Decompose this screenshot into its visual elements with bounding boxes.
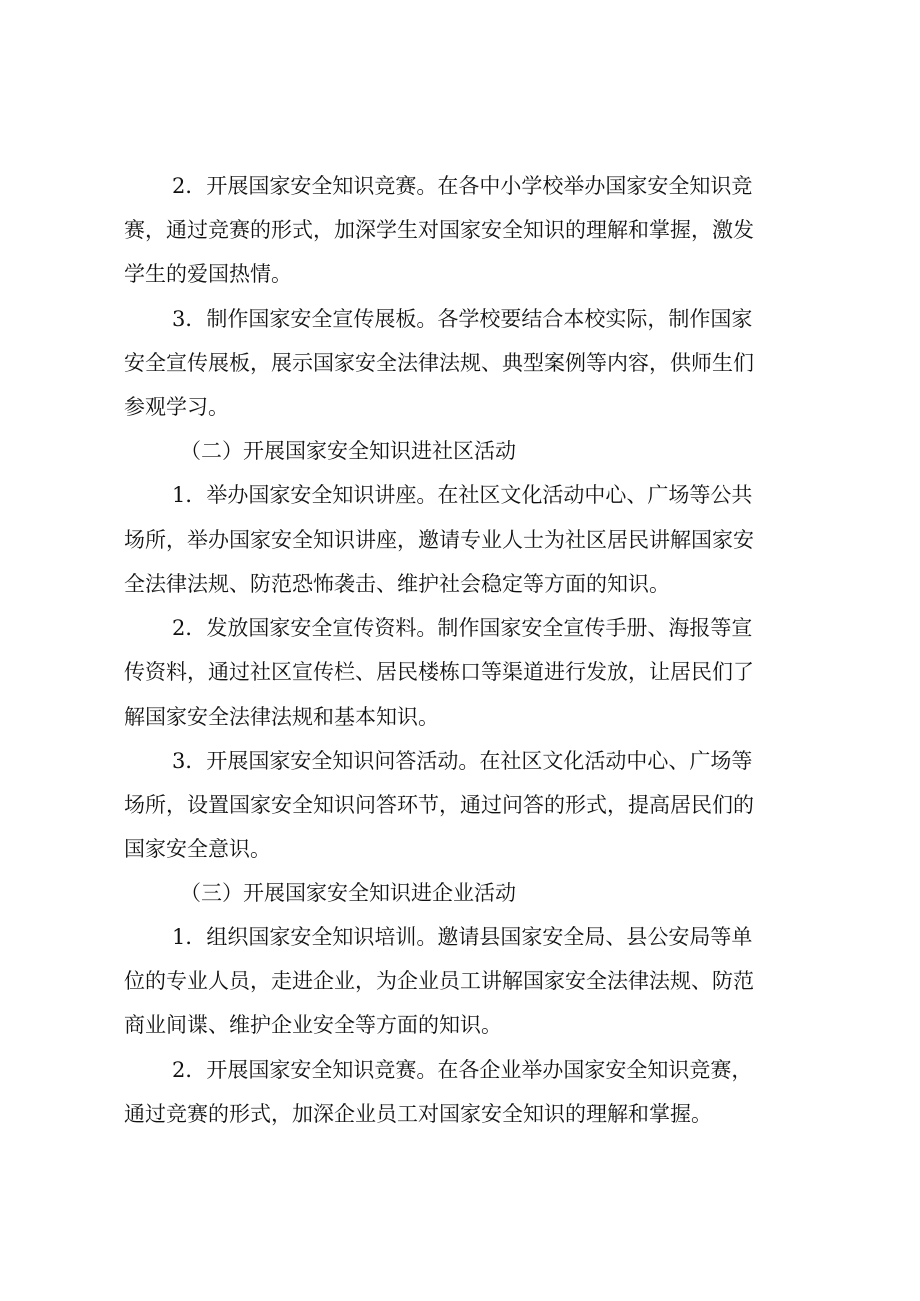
paragraph-line (0, 348, 920, 378)
paragraph-line (0, 834, 920, 864)
paragraph-line (0, 480, 920, 510)
paragraph-line (0, 1099, 920, 1129)
line-text: 安全宣传展板，展示国家安全法律法规、典型案例等内容，供师生们 (124, 351, 754, 375)
line-text: 传资料，通过社区宣传栏、居民楼栋口等渠道进行发放，让居民们了 (124, 660, 754, 684)
line-text: 2．开展国家安全知识竞赛。在各中小学校举办国家安全知识竞 (172, 174, 753, 198)
line-text: 国家安全意识。 (124, 837, 271, 861)
paragraph-line (0, 569, 920, 599)
paragraph-line (0, 1055, 920, 1085)
paragraph-line (0, 171, 920, 201)
section-heading (0, 878, 920, 908)
line-text: 赛，通过竞赛的形式，加深学生对国家安全知识的理解和掌握，激发 (124, 218, 754, 242)
line-text: 2．开展国家安全知识竞赛。在各企业举办国家安全知识竞赛， (172, 1058, 753, 1082)
line-text: 位的专业人员，走进企业，为企业员工讲解国家安全法律法规、防范 (124, 969, 754, 993)
paragraph-line (0, 746, 920, 776)
paragraph-line (0, 966, 920, 996)
line-text: 通过竞赛的形式，加深企业员工对国家安全知识的理解和掌握。 (124, 1102, 712, 1126)
section-heading-text: （二）开展国家安全知识进社区活动 (180, 439, 516, 463)
line-text: 3．制作国家安全宣传展板。各学校要结合本校实际，制作国家 (172, 307, 753, 331)
section-heading-text: （三）开展国家安全知识进企业活动 (180, 881, 516, 905)
line-text: 场所，举办国家安全知识讲座，邀请专业人士为社区居民讲解国家安 (124, 528, 754, 552)
paragraph-line (0, 304, 920, 334)
paragraph-line (0, 392, 920, 422)
paragraph-line (0, 922, 920, 952)
line-text: 解国家安全法律法规和基本知识。 (124, 705, 439, 729)
line-text: 全法律法规、防范恐怖袭击、维护社会稳定等方面的知识。 (124, 572, 670, 596)
line-text: 1．组织国家安全知识培训。邀请县国家安全局、县公安局等单 (172, 925, 753, 949)
paragraph-line (0, 259, 920, 289)
line-text: 3．开展国家安全知识问答活动。在社区文化活动中心、广场等 (172, 749, 753, 773)
paragraph-line (0, 790, 920, 820)
paragraph-line (0, 215, 920, 245)
paragraph-line (0, 702, 920, 732)
line-text: 2．发放国家安全宣传资料。制作国家安全宣传手册、海报等宣 (172, 616, 753, 640)
paragraph-line (0, 1010, 920, 1040)
line-text: 学生的爱国热情。 (124, 262, 292, 286)
line-text: 1．举办国家安全知识讲座。在社区文化活动中心、广场等公共 (172, 483, 753, 507)
line-text: 参观学习。 (124, 395, 229, 419)
line-text: 场所，设置国家安全知识问答环节，通过问答的形式，提高居民们的 (124, 793, 754, 817)
paragraph-line (0, 525, 920, 555)
line-text: 商业间谍、维护企业安全等方面的知识。 (124, 1013, 502, 1037)
section-heading (0, 436, 920, 466)
paragraph-line (0, 657, 920, 687)
paragraph-line (0, 613, 920, 643)
